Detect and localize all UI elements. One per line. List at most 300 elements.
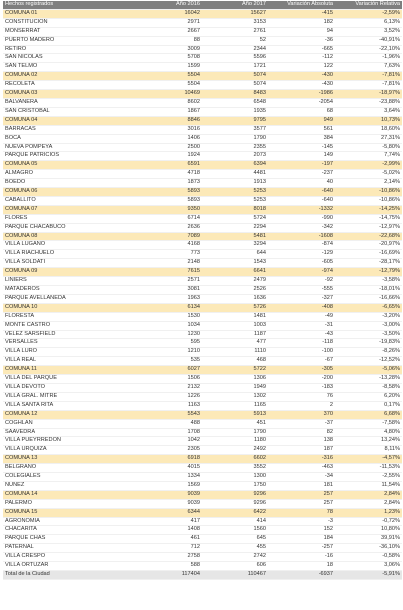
barrio-row xyxy=(3,562,402,571)
value-2017-cell: 1560 xyxy=(202,526,268,535)
crime-table-container xyxy=(3,1,402,580)
name-cell: PARQUE CHACABUCO xyxy=(3,223,136,232)
relative-variation-cell: -8,26% xyxy=(335,348,402,357)
value-2017-cell: 414 xyxy=(202,517,268,526)
absolute-variation-cell: 257 xyxy=(268,499,335,508)
barrio-row xyxy=(3,383,402,392)
value-2017-cell: 2344 xyxy=(202,45,268,54)
relative-variation-cell: -6,65% xyxy=(335,303,402,312)
value-2016-cell: 4015 xyxy=(136,464,202,473)
comuna-row xyxy=(3,410,402,419)
absolute-variation-cell: -36 xyxy=(268,36,335,45)
relative-variation-cell: -10,86% xyxy=(335,196,402,205)
value-2016-cell: 6591 xyxy=(136,161,202,170)
absolute-variation-cell: 138 xyxy=(268,437,335,446)
relative-variation-cell: 2,14% xyxy=(335,179,402,188)
barrio-row xyxy=(3,339,402,348)
value-2016-cell: 535 xyxy=(136,357,202,366)
header-row xyxy=(3,1,402,9)
value-2016-cell: 6344 xyxy=(136,508,202,517)
absolute-variation-cell: -6937 xyxy=(268,571,335,580)
absolute-variation-cell: -327 xyxy=(268,294,335,303)
relative-variation-cell: -19,83% xyxy=(335,339,402,348)
relative-variation-cell: 1,23% xyxy=(335,508,402,517)
value-2017-cell: 5253 xyxy=(202,188,268,197)
barrio-row xyxy=(3,553,402,562)
name-cell: VILLA DEL PARQUE xyxy=(3,375,136,384)
absolute-variation-cell: -1608 xyxy=(268,232,335,241)
total-row xyxy=(3,571,402,580)
name-cell: COMUNA 13 xyxy=(3,455,136,464)
value-2016-cell: 1406 xyxy=(136,134,202,143)
barrio-row xyxy=(3,294,402,303)
value-2016-cell: 7089 xyxy=(136,232,202,241)
name-cell: PARQUE AVELLANEDA xyxy=(3,294,136,303)
relative-variation-cell: -1,96% xyxy=(335,54,402,63)
value-2017-cell: 644 xyxy=(202,250,268,259)
value-2017-cell: 8018 xyxy=(202,205,268,214)
name-cell: VELEZ SARSFIELD xyxy=(3,330,136,339)
value-2017-cell: 1913 xyxy=(202,179,268,188)
barrio-row xyxy=(3,36,402,45)
value-2016-cell: 5893 xyxy=(136,188,202,197)
name-cell: COMUNA 07 xyxy=(3,205,136,214)
relative-variation-cell: -14,25% xyxy=(335,205,402,214)
barrio-row xyxy=(3,107,402,116)
value-2017-cell: 468 xyxy=(202,357,268,366)
value-2016-cell: 1867 xyxy=(136,107,202,116)
name-cell: COMUNA 02 xyxy=(3,72,136,81)
value-2017-cell: 1110 xyxy=(202,348,268,357)
absolute-variation-cell: 149 xyxy=(268,152,335,161)
relative-variation-cell: -7,81% xyxy=(335,72,402,81)
relative-variation-cell: 0,17% xyxy=(335,401,402,410)
relative-variation-cell: -7,81% xyxy=(335,81,402,90)
value-2016-cell: 3009 xyxy=(136,45,202,54)
relative-variation-cell: -3,50% xyxy=(335,330,402,339)
name-cell: VILLA CRESPO xyxy=(3,553,136,562)
name-cell: Total de la Ciudad xyxy=(3,571,136,580)
name-cell: SAAVEDRA xyxy=(3,428,136,437)
name-cell: SAN CRISTOBAL xyxy=(3,107,136,116)
value-2017-cell: 1790 xyxy=(202,428,268,437)
value-2017-cell: 1543 xyxy=(202,259,268,268)
name-cell: PALERMO xyxy=(3,499,136,508)
value-2016-cell: 773 xyxy=(136,250,202,259)
relative-variation-cell: 7,74% xyxy=(335,152,402,161)
absolute-variation-cell: -990 xyxy=(268,214,335,223)
value-2016-cell: 1599 xyxy=(136,63,202,72)
header-year-2016: Año 2016 xyxy=(136,1,202,9)
absolute-variation-cell: 949 xyxy=(268,116,335,125)
relative-variation-cell: -12,97% xyxy=(335,223,402,232)
value-2016-cell: 5893 xyxy=(136,196,202,205)
value-2017-cell: 1180 xyxy=(202,437,268,446)
value-2017-cell: 477 xyxy=(202,339,268,348)
value-2017-cell: 110467 xyxy=(202,571,268,580)
absolute-variation-cell: -92 xyxy=(268,277,335,286)
barrio-row xyxy=(3,375,402,384)
value-2016-cell: 5708 xyxy=(136,54,202,63)
comuna-row xyxy=(3,268,402,277)
name-cell: VILLA ORTUZAR xyxy=(3,562,136,571)
absolute-variation-cell: -305 xyxy=(268,366,335,375)
value-2017-cell: 1949 xyxy=(202,383,268,392)
relative-variation-cell: 10,80% xyxy=(335,526,402,535)
barrio-row xyxy=(3,499,402,508)
name-cell: VILLA URQUIZA xyxy=(3,446,136,455)
value-2017-cell: 6394 xyxy=(202,161,268,170)
value-2017-cell: 2294 xyxy=(202,223,268,232)
value-2016-cell: 2305 xyxy=(136,446,202,455)
barrio-row xyxy=(3,259,402,268)
value-2017-cell: 6602 xyxy=(202,455,268,464)
barrio-row xyxy=(3,312,402,321)
value-2017-cell: 1165 xyxy=(202,401,268,410)
name-cell: CABALLITO xyxy=(3,196,136,205)
barrio-row xyxy=(3,428,402,437)
barrio-row xyxy=(3,170,402,179)
relative-variation-cell: -5,91% xyxy=(335,571,402,580)
absolute-variation-cell: -640 xyxy=(268,188,335,197)
barrio-row xyxy=(3,45,402,54)
comuna-row xyxy=(3,72,402,81)
comuna-row xyxy=(3,232,402,241)
barrio-row xyxy=(3,179,402,188)
barrio-row xyxy=(3,544,402,553)
relative-variation-cell: -40,91% xyxy=(335,36,402,45)
barrio-row xyxy=(3,125,402,134)
value-2016-cell: 1334 xyxy=(136,473,202,482)
value-2016-cell: 1210 xyxy=(136,348,202,357)
absolute-variation-cell: -197 xyxy=(268,161,335,170)
relative-variation-cell: -16,66% xyxy=(335,294,402,303)
value-2017-cell: 2761 xyxy=(202,27,268,36)
name-cell: COMUNA 15 xyxy=(3,508,136,517)
name-cell: COMUNA 14 xyxy=(3,490,136,499)
relative-variation-cell: 11,54% xyxy=(335,481,402,490)
barrio-row xyxy=(3,196,402,205)
comuna-row xyxy=(3,303,402,312)
name-cell: ALMAGRO xyxy=(3,170,136,179)
value-2016-cell: 9350 xyxy=(136,205,202,214)
name-cell: PARQUE PATRICIOS xyxy=(3,152,136,161)
value-2016-cell: 1408 xyxy=(136,526,202,535)
value-2017-cell: 5726 xyxy=(202,303,268,312)
absolute-variation-cell: 152 xyxy=(268,526,335,535)
relative-variation-cell: -0,72% xyxy=(335,517,402,526)
relative-variation-cell: 13,24% xyxy=(335,437,402,446)
comuna-row xyxy=(3,455,402,464)
value-2017-cell: 5724 xyxy=(202,214,268,223)
name-cell: COMUNA 04 xyxy=(3,116,136,125)
absolute-variation-cell: -605 xyxy=(268,259,335,268)
absolute-variation-cell: 94 xyxy=(268,27,335,36)
absolute-variation-cell: -43 xyxy=(268,330,335,339)
barrio-row xyxy=(3,98,402,107)
value-2016-cell: 10469 xyxy=(136,90,202,99)
table-header xyxy=(3,1,402,9)
name-cell: VILLA GRAL. MITRE xyxy=(3,392,136,401)
absolute-variation-cell: 370 xyxy=(268,410,335,419)
value-2017-cell: 5913 xyxy=(202,410,268,419)
header-year-2017: Año 2017 xyxy=(202,1,268,9)
relative-variation-cell: -13,28% xyxy=(335,375,402,384)
name-cell: COMUNA 10 xyxy=(3,303,136,312)
absolute-variation-cell: -316 xyxy=(268,455,335,464)
absolute-variation-cell: -874 xyxy=(268,241,335,250)
value-2017-cell: 9296 xyxy=(202,499,268,508)
value-2016-cell: 595 xyxy=(136,339,202,348)
barrio-row xyxy=(3,277,402,286)
barrio-row xyxy=(3,401,402,410)
value-2017-cell: 1935 xyxy=(202,107,268,116)
relative-variation-cell: 6,68% xyxy=(335,410,402,419)
value-2017-cell: 4481 xyxy=(202,170,268,179)
name-cell: BARRACAS xyxy=(3,125,136,134)
name-cell: COLEGIALES xyxy=(3,473,136,482)
comuna-row xyxy=(3,205,402,214)
name-cell: BOEDO xyxy=(3,179,136,188)
value-2017-cell: 6641 xyxy=(202,268,268,277)
value-2017-cell: 3153 xyxy=(202,18,268,27)
barrio-row xyxy=(3,54,402,63)
name-cell: SAN NICOLAS xyxy=(3,54,136,63)
absolute-variation-cell: 40 xyxy=(268,179,335,188)
absolute-variation-cell: 78 xyxy=(268,508,335,517)
value-2016-cell: 2571 xyxy=(136,277,202,286)
value-2016-cell: 2132 xyxy=(136,383,202,392)
value-2016-cell: 1963 xyxy=(136,294,202,303)
relative-variation-cell: -0,58% xyxy=(335,553,402,562)
name-cell: CHACARITA xyxy=(3,526,136,535)
value-2017-cell: 3577 xyxy=(202,125,268,134)
comuna-row xyxy=(3,490,402,499)
relative-variation-cell: -3,58% xyxy=(335,277,402,286)
value-2017-cell: 2742 xyxy=(202,553,268,562)
header-variacion-absoluta: Variación Absoluta xyxy=(268,1,335,9)
comuna-row xyxy=(3,188,402,197)
name-cell: COMUNA 06 xyxy=(3,188,136,197)
value-2017-cell: 5074 xyxy=(202,72,268,81)
name-cell: COMUNA 05 xyxy=(3,161,136,170)
name-cell: COMUNA 11 xyxy=(3,366,136,375)
name-cell: VILLA REAL xyxy=(3,357,136,366)
absolute-variation-cell: -16 xyxy=(268,553,335,562)
value-2016-cell: 712 xyxy=(136,544,202,553)
relative-variation-cell: -36,10% xyxy=(335,544,402,553)
value-2017-cell: 1750 xyxy=(202,481,268,490)
value-2017-cell: 3552 xyxy=(202,464,268,473)
comuna-row xyxy=(3,9,402,18)
name-cell: PARQUE CHAS xyxy=(3,535,136,544)
value-2016-cell: 461 xyxy=(136,535,202,544)
barrio-row xyxy=(3,464,402,473)
relative-variation-cell: -8,58% xyxy=(335,383,402,392)
name-cell: COGHLAN xyxy=(3,419,136,428)
relative-variation-cell: -5,80% xyxy=(335,143,402,152)
table-body xyxy=(3,9,402,579)
absolute-variation-cell: -31 xyxy=(268,321,335,330)
value-2016-cell: 6134 xyxy=(136,303,202,312)
value-2016-cell: 2758 xyxy=(136,553,202,562)
value-2017-cell: 2355 xyxy=(202,143,268,152)
barrio-row xyxy=(3,152,402,161)
value-2017-cell: 9296 xyxy=(202,490,268,499)
barrio-row xyxy=(3,18,402,27)
value-2016-cell: 1873 xyxy=(136,179,202,188)
value-2017-cell: 1187 xyxy=(202,330,268,339)
absolute-variation-cell: -665 xyxy=(268,45,335,54)
value-2017-cell: 15627 xyxy=(202,9,268,18)
name-cell: PUERTO MADERO xyxy=(3,36,136,45)
value-2016-cell: 1034 xyxy=(136,321,202,330)
absolute-variation-cell: 187 xyxy=(268,446,335,455)
value-2016-cell: 1163 xyxy=(136,401,202,410)
absolute-variation-cell: -342 xyxy=(268,223,335,232)
name-cell: BELGRANO xyxy=(3,464,136,473)
absolute-variation-cell: -49 xyxy=(268,312,335,321)
value-2016-cell: 9039 xyxy=(136,490,202,499)
barrio-row xyxy=(3,63,402,72)
value-2017-cell: 455 xyxy=(202,544,268,553)
value-2016-cell: 2971 xyxy=(136,18,202,27)
value-2016-cell: 2500 xyxy=(136,143,202,152)
absolute-variation-cell: 82 xyxy=(268,428,335,437)
relative-variation-cell: -11,53% xyxy=(335,464,402,473)
relative-variation-cell: -7,58% xyxy=(335,419,402,428)
relative-variation-cell: -2,99% xyxy=(335,161,402,170)
absolute-variation-cell: -37 xyxy=(268,419,335,428)
barrio-row xyxy=(3,392,402,401)
absolute-variation-cell: 18 xyxy=(268,562,335,571)
value-2016-cell: 6027 xyxy=(136,366,202,375)
absolute-variation-cell: 68 xyxy=(268,107,335,116)
relative-variation-cell: -5,06% xyxy=(335,366,402,375)
absolute-variation-cell: -415 xyxy=(268,9,335,18)
value-2016-cell: 2636 xyxy=(136,223,202,232)
barrio-row xyxy=(3,357,402,366)
name-cell: RECOLETA xyxy=(3,81,136,90)
relative-variation-cell: 3,52% xyxy=(335,27,402,36)
name-cell: COMUNA 09 xyxy=(3,268,136,277)
absolute-variation-cell: 257 xyxy=(268,490,335,499)
relative-variation-cell: -16,69% xyxy=(335,250,402,259)
absolute-variation-cell: -100 xyxy=(268,348,335,357)
absolute-variation-cell: 384 xyxy=(268,134,335,143)
barrio-row xyxy=(3,250,402,259)
barrio-row xyxy=(3,241,402,250)
barrio-row xyxy=(3,223,402,232)
comuna-row xyxy=(3,116,402,125)
value-2017-cell: 451 xyxy=(202,419,268,428)
value-2016-cell: 88 xyxy=(136,36,202,45)
value-2016-cell: 9039 xyxy=(136,499,202,508)
name-cell: SAN TELMO xyxy=(3,63,136,72)
value-2017-cell: 1481 xyxy=(202,312,268,321)
relative-variation-cell: -12,79% xyxy=(335,268,402,277)
comuna-row xyxy=(3,508,402,517)
name-cell: VILLA DEVOTO xyxy=(3,383,136,392)
value-2017-cell: 52 xyxy=(202,36,268,45)
value-2016-cell: 4168 xyxy=(136,241,202,250)
relative-variation-cell: 7,63% xyxy=(335,63,402,72)
relative-variation-cell: -14,75% xyxy=(335,214,402,223)
absolute-variation-cell: -112 xyxy=(268,54,335,63)
barrio-row xyxy=(3,214,402,223)
relative-variation-cell: 2,84% xyxy=(335,499,402,508)
name-cell: VILLA SOLDATI xyxy=(3,259,136,268)
value-2017-cell: 5596 xyxy=(202,54,268,63)
relative-variation-cell: -4,57% xyxy=(335,455,402,464)
barrio-row xyxy=(3,419,402,428)
value-2016-cell: 2148 xyxy=(136,259,202,268)
absolute-variation-cell: -408 xyxy=(268,303,335,312)
value-2017-cell: 5074 xyxy=(202,81,268,90)
absolute-variation-cell: 2 xyxy=(268,401,335,410)
absolute-variation-cell: -430 xyxy=(268,72,335,81)
absolute-variation-cell: -257 xyxy=(268,544,335,553)
name-cell: BOCA xyxy=(3,134,136,143)
name-cell: AGRONOMIA xyxy=(3,517,136,526)
name-cell: MONSERRAT xyxy=(3,27,136,36)
relative-variation-cell: -2,59% xyxy=(335,9,402,18)
relative-variation-cell: -18,97% xyxy=(335,90,402,99)
relative-variation-cell: 6,13% xyxy=(335,18,402,27)
name-cell: LINIERS xyxy=(3,277,136,286)
barrio-row xyxy=(3,535,402,544)
absolute-variation-cell: -200 xyxy=(268,375,335,384)
relative-variation-cell: -2,55% xyxy=(335,473,402,482)
name-cell: RETIRO xyxy=(3,45,136,54)
absolute-variation-cell: 76 xyxy=(268,392,335,401)
value-2017-cell: 1636 xyxy=(202,294,268,303)
barrio-row xyxy=(3,27,402,36)
absolute-variation-cell: -1332 xyxy=(268,205,335,214)
name-cell: PATERNAL xyxy=(3,544,136,553)
relative-variation-cell: -28,17% xyxy=(335,259,402,268)
absolute-variation-cell: -1986 xyxy=(268,90,335,99)
value-2016-cell: 1530 xyxy=(136,312,202,321)
value-2016-cell: 1506 xyxy=(136,375,202,384)
relative-variation-cell: -22,68% xyxy=(335,232,402,241)
value-2017-cell: 1302 xyxy=(202,392,268,401)
value-2017-cell: 1306 xyxy=(202,375,268,384)
value-2017-cell: 2479 xyxy=(202,277,268,286)
value-2017-cell: 8483 xyxy=(202,90,268,99)
value-2016-cell: 1569 xyxy=(136,481,202,490)
name-cell: VILLA SANTA RITA xyxy=(3,401,136,410)
value-2017-cell: 1300 xyxy=(202,473,268,482)
value-2016-cell: 7615 xyxy=(136,268,202,277)
absolute-variation-cell: -237 xyxy=(268,170,335,179)
absolute-variation-cell: -2054 xyxy=(268,98,335,107)
value-2017-cell: 645 xyxy=(202,535,268,544)
value-2016-cell: 1226 xyxy=(136,392,202,401)
absolute-variation-cell: -145 xyxy=(268,143,335,152)
barrio-row xyxy=(3,143,402,152)
relative-variation-cell: 10,73% xyxy=(335,116,402,125)
relative-variation-cell: 8,11% xyxy=(335,446,402,455)
value-2016-cell: 3016 xyxy=(136,125,202,134)
value-2016-cell: 1924 xyxy=(136,152,202,161)
value-2017-cell: 6548 xyxy=(202,98,268,107)
absolute-variation-cell: -555 xyxy=(268,286,335,295)
value-2016-cell: 5504 xyxy=(136,72,202,81)
relative-variation-cell: 2,84% xyxy=(335,490,402,499)
barrio-row xyxy=(3,526,402,535)
barrio-row xyxy=(3,321,402,330)
